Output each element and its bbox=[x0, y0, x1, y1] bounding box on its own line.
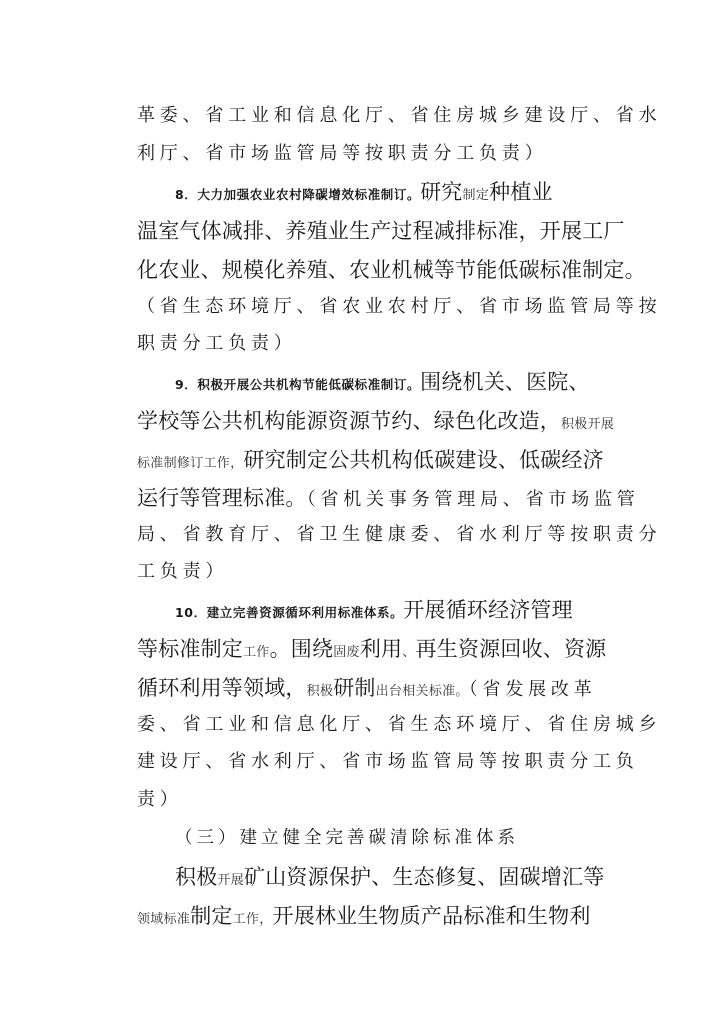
text-segment: 围绕机关、医院、 bbox=[420, 370, 590, 394]
item-8-line-1 bbox=[175, 174, 595, 210]
text-segment: （省发展改革 bbox=[468, 679, 597, 700]
text-segment: 运行等管理标准。 bbox=[137, 486, 307, 510]
item-10-line-4 bbox=[137, 707, 662, 743]
text-line-1 bbox=[137, 98, 662, 134]
item-8-line-4 bbox=[137, 289, 662, 325]
text-segment-small: 工作， bbox=[232, 912, 273, 927]
text-segment: 局、省教育厅、省卫生健康委、省水利厅等按职责分 bbox=[137, 524, 662, 545]
item-10-line-5 bbox=[137, 744, 639, 780]
text-segment: 职责分工负责） bbox=[137, 333, 297, 354]
text-segment: 研究 bbox=[420, 180, 463, 204]
item-9-line-3 bbox=[137, 442, 604, 478]
text-segment-small: 工作 bbox=[243, 645, 270, 660]
item-9-line-6 bbox=[137, 554, 597, 590]
text-segment: 制定 bbox=[190, 904, 233, 928]
item-9-line-4 bbox=[137, 480, 640, 516]
text-segment: 。围绕 bbox=[269, 637, 334, 661]
text-segment: 等标准制定 bbox=[137, 637, 243, 661]
text-segment: 工负责） bbox=[137, 561, 229, 582]
item-10-line-2 bbox=[137, 631, 607, 667]
text-segment-small: 出台相关标准。 bbox=[375, 684, 469, 699]
item-8-line-2 bbox=[137, 213, 625, 249]
text-segment-small: 积极开展 bbox=[561, 417, 615, 432]
text-segment-small: 积极 bbox=[306, 684, 334, 699]
section-3-line-2 bbox=[137, 898, 597, 934]
item-9-line-5 bbox=[137, 517, 662, 553]
text-segment: 研制 bbox=[333, 676, 376, 700]
text-segment-small: 固废 bbox=[333, 645, 360, 660]
text-segment: 温室气体减排、养殖业生产过程减排标准，开展工厂 bbox=[137, 219, 625, 243]
item-10-line-1 bbox=[175, 592, 595, 628]
text-segment: （省生态环境厅、省农业农村厅、省市场监管局等按 bbox=[137, 296, 662, 317]
text-segment: 矿山资源保护、生态修复、固碳增汇等 bbox=[244, 865, 605, 889]
text-segment: 积极 bbox=[175, 865, 218, 889]
item-10-line-3 bbox=[137, 670, 597, 706]
section-3-line-1 bbox=[175, 859, 605, 895]
text-segment-small: 开展 bbox=[217, 873, 245, 888]
item-9-heading: 9．积极开展公共机构节能低碳标准制订。 bbox=[175, 377, 421, 392]
text-segment: 建设厅、省水利厅、省市场监管局等按职责分工负 bbox=[137, 751, 639, 772]
item-10-heading: 10．建立完善资源循环利用标准体系。 bbox=[175, 605, 404, 620]
text-segment: 化农业、规模化养殖、农业机械等节能低碳标准制定。 bbox=[137, 258, 646, 282]
text-segment: 开展循环经济管理 bbox=[403, 598, 573, 622]
text-segment: 利厅、省市场监管局等按职责分工负责） bbox=[137, 143, 548, 164]
text-segment: 学校等公共机构能源资源节约、绿色化改造， bbox=[137, 409, 561, 433]
text-segment-small: 制定 bbox=[462, 188, 490, 203]
text-segment: 再生资源回收、资源 bbox=[415, 637, 607, 661]
section-title: （三）建立健全完善碳清除标准体系 bbox=[175, 828, 519, 848]
text-segment: 开展林业生物质产品标准和生物利 bbox=[272, 904, 591, 928]
item-8-line-3 bbox=[137, 252, 646, 288]
item-9-line-2 bbox=[137, 403, 615, 439]
item-8-line-5 bbox=[137, 326, 597, 362]
text-segment-small: 、 bbox=[402, 645, 416, 660]
text-segment: 种植业 bbox=[489, 180, 553, 204]
text-segment-small: 领域标准 bbox=[137, 912, 191, 927]
text-segment: 责） bbox=[137, 789, 183, 810]
text-segment: 利用 bbox=[359, 637, 403, 661]
text-segment: 循环利用等领域， bbox=[137, 676, 307, 700]
text-line-2 bbox=[137, 136, 597, 172]
text-segment: 革委、省工业和信息化厅、省住房城乡建设厅、省水 bbox=[137, 105, 662, 126]
text-segment-small: 标准制修订工作， bbox=[137, 456, 244, 471]
text-segment: 研究制定公共机构低碳建设、低碳经济 bbox=[243, 448, 604, 472]
item-8-heading: 8．大力加强农业农村降碳增效标准制订。 bbox=[175, 187, 421, 202]
text-segment: （省机关事务管理局、省市场监管 bbox=[306, 489, 640, 510]
item-10-line-6 bbox=[137, 782, 597, 818]
text-segment: 委、省工业和信息化厅、省生态环境厅、省住房城乡 bbox=[137, 714, 662, 735]
item-9-line-1 bbox=[175, 364, 595, 400]
section-heading-3 bbox=[175, 820, 595, 856]
